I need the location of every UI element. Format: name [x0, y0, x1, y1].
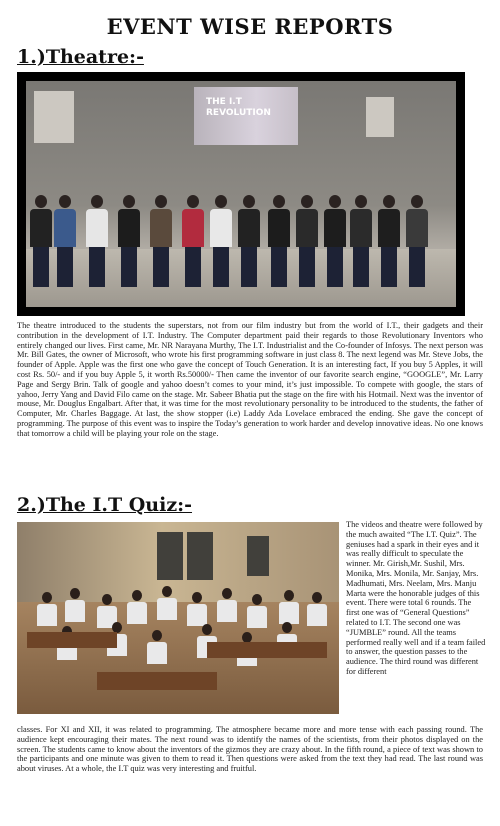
- student-figure: [118, 195, 140, 287]
- quiz-student: [147, 630, 167, 664]
- classroom-window: [247, 536, 269, 576]
- quiz-student: [279, 590, 299, 624]
- classroom-window: [157, 532, 183, 580]
- student-figure: [324, 195, 346, 287]
- wall-poster: [34, 91, 74, 143]
- student-figure: [350, 195, 372, 287]
- quiz-student: [157, 586, 177, 620]
- desk: [207, 642, 327, 658]
- desk: [27, 632, 117, 648]
- projector-screen: [194, 87, 298, 145]
- screen-text: THE I.T REVOLUTION: [206, 97, 271, 118]
- student-figure: [182, 195, 204, 287]
- student-figure: [378, 195, 400, 287]
- student-figure: [268, 195, 290, 287]
- quiz-student: [37, 592, 57, 626]
- theatre-photo-scene: [26, 81, 456, 307]
- quiz-student: [187, 592, 207, 626]
- student-figure: [406, 195, 428, 287]
- student-figure: [238, 195, 260, 287]
- quiz-student: [247, 594, 267, 628]
- quiz-side-paragraph: The videos and theatre were followed by the much awaited “The I.T. Quiz”. The geniuses had a spark in their eyes and it was really difficult to speculate the winner. Mr. Girish,Mr. Sushil, Mrs. Monika, Mrs. Monila, Mr. Sanjay, Mrs. Madhumati, Mrs. Neelam, Mrs. Manju Marta were the honorable judges of this event. There were total 6 rounds. The first one was of “General Questions” related to I.T. The second one was “JUMBLE” round. All the teams performed really well and if a team failed to answer, the question passes to the audience. The third round was different for different: [346, 520, 486, 676]
- wall-poster: [366, 97, 394, 137]
- quiz-student: [127, 590, 147, 624]
- quiz-student: [65, 588, 85, 622]
- quiz-student: [307, 592, 327, 626]
- theatre-paragraph: The theatre introduced to the students the superstars, not from our film industry but from the world of I.T., their gadgets and their contribution in the development of I.T. Industry. The Computer department paid their regards to those Revolutionary Inventors who entirely changed our lives. First came, Mr. NR Narayana Murthy, The I.T. Industrialist and the Co-founder of Infosys. The next person was Mr. Bill Gates, the owner of Microsoft, who wrote his first programming software in just class 8. The next legend was Mr. Steve Jobs, the founder of Apple. Apple was the first one who gave the concept of Touch Generation. It is an interesting fact, If you buy 5 Apples, it will cost Rs. 50/- and if you buy Apple 5, it worth Rs.50000/- Then came the inventor of our favorite search engine, “GOOGLE”, Mr. Larry Page and Sergy Brin. Talk of google and yahoo doesn’t comes to your mind, it’s just impossible. To compete with google, the stars of yahoo, Jerry Yang and David Filo came on the stage. Mr. Sabeer Bhatia put the stage on the fire with his Hotmail. Next was the inventor of mouse, Mr. Douglus Engalbart. After that, it was time for the most revolutionary personality to be introduced to the students, the father of Computer, Mr. Charles Baggage. At last, the show stopper (i.e) Laddy Ada Lovelace embraced the ending. She gave the concept of programming. The purpose of this event was to inspire the Today’s generation to work harder and develop innovative ideas. No one knows that tomorrow a child will be playing your role on the stage.: [17, 321, 483, 438]
- student-figure: [54, 195, 76, 287]
- theatre-photo: [17, 72, 465, 316]
- quiz-photo: [17, 522, 339, 714]
- classroom-window: [187, 532, 213, 580]
- quiz-heading: 2.)The I.T Quiz:-: [17, 494, 193, 516]
- student-figure: [210, 195, 232, 287]
- student-figure: [150, 195, 172, 287]
- student-figure: [86, 195, 108, 287]
- theatre-heading: 1.)Theatre:-: [17, 46, 144, 68]
- quiz-student: [217, 588, 237, 622]
- student-figure: [30, 195, 52, 287]
- desk: [97, 672, 217, 690]
- page-title: EVENT WISE REPORTS: [106, 14, 394, 39]
- quiz-bottom-paragraph: classes. For XI and XII, it was related to programming. The atmosphere became more and more tense with each passing round. The audience kept encouraging their mates. The next round was to identify the names of the scientists, from their photos displayed on the screen. The students came to know about the inventors of the gizmos they are crazy about. In the fifth round, a piece of text was shown to the participants and one minute was given to them to read it. Then questions were asked from the text they had read. The last round was about viruses. At a whole, the I.T quiz was very interesting and fruitful.: [17, 725, 483, 774]
- student-figure: [296, 195, 318, 287]
